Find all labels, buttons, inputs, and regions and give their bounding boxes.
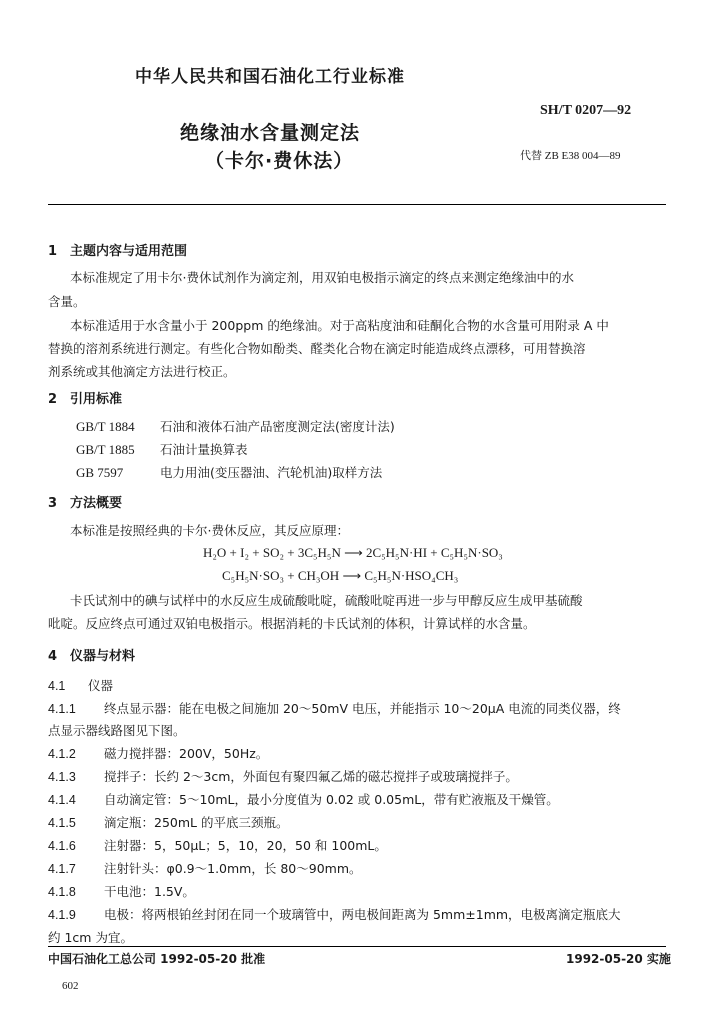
- item-number: 4.1.2: [48, 747, 76, 761]
- section-1-heading: [48, 240, 187, 259]
- item-number: 4.1.1: [48, 702, 76, 716]
- footer-rule: [48, 946, 666, 947]
- item-number: 4.1.4: [48, 793, 76, 807]
- standard-code: SH/T 0207—92: [540, 103, 632, 118]
- reference-title: 石油和液体石油产品密度测定法(密度计法): [160, 419, 395, 434]
- issuing-authority: 中华人民共和国石油化工行业标准: [135, 67, 405, 87]
- item-text: 电极：将两根铂丝封闭在同一个玻璃管中，两电极间距离为 5mm±1mm，电极离滴定瓶底大: [104, 907, 621, 922]
- item-text: 终点显示器：能在电极之间施加 20～50mV 电压，并能指示 10～20μA 电流的同类仪器，终: [104, 701, 621, 716]
- item-text: 自动滴定管：5～10mL，最小分度值为 0.02 或 0.05mL，带有贮液瓶及干燥管。: [104, 792, 559, 807]
- subsection-title: 仪器: [88, 678, 114, 693]
- list-item: [48, 790, 559, 808]
- item-continuation: 约 1cm 为宜。: [48, 930, 133, 945]
- item-text: 搅拌子：长约 2～3cm，外面包有聚四氟乙烯的磁芯搅拌子或玻璃搅拌子。: [104, 769, 518, 784]
- item-number: 4.1.9: [48, 908, 76, 922]
- reference-title: 石油计量换算表: [160, 442, 248, 457]
- subsection-number: 4.1: [48, 679, 66, 693]
- reaction-equation-2: C₅H₅N·SO₃ + CH₃OH ⟶ C₅H₅N·HSO₄CH₃: [222, 568, 459, 583]
- section-number: 2: [48, 392, 58, 407]
- list-item: [48, 905, 621, 923]
- document-subtitle: （卡尔·费休法）: [205, 150, 354, 172]
- list-item: [48, 836, 387, 854]
- item-number: 4.1.7: [48, 862, 76, 876]
- paragraph-line: 替换的溶剂系统进行测定。有些化合物如酚类、醛类化合物在滴定时能造成终点漂移，可用替换溶: [48, 341, 586, 356]
- section-title: 方法概要: [70, 496, 123, 511]
- subsection-heading: [48, 676, 113, 694]
- paragraph-line: 吡啶。反应终点可通过双铂电极指示。根据消耗的卡氏试剂的体积，计算试样的水含量。: [48, 616, 536, 631]
- item-text: 干电池：1.5V。: [104, 884, 195, 899]
- section-number: 4: [48, 649, 58, 664]
- list-item: [48, 699, 621, 717]
- reference-item: [76, 463, 382, 481]
- section-number: 1: [48, 244, 58, 259]
- section-3-heading: [48, 492, 122, 511]
- item-number: 4.1.5: [48, 816, 76, 830]
- paragraph-line: 含量。: [48, 294, 86, 309]
- item-number: 4.1.8: [48, 885, 76, 899]
- list-item: [48, 882, 195, 900]
- section-number: 3: [48, 496, 58, 511]
- section-title: 引用标准: [70, 392, 123, 407]
- reaction-equation-1: H₂O + I₂ + SO₂ + 3C₅H₅N ⟶ 2C₅H₅N·HI + C₅H₅N·SO₃: [203, 545, 503, 560]
- section-title: 仪器与材料: [70, 649, 136, 664]
- paragraph-line: 卡氏试剂中的碘与试样中的水反应生成硫酸吡啶，硫酸吡啶再进一步与甲醇反应生成甲基硫酸: [70, 593, 583, 608]
- item-number: 4.1.3: [48, 770, 76, 784]
- item-continuation: 点显示器线路图见下图。: [48, 723, 186, 738]
- section-2-heading: [48, 388, 122, 407]
- list-item: [48, 859, 362, 877]
- item-text: 注射针头：φ0.9～1.0mm，长 80～90mm。: [104, 861, 362, 876]
- section-4-heading: [48, 645, 135, 664]
- page-number: 602: [62, 980, 79, 992]
- replaces-note: 代替 ZB E38 004—89: [520, 150, 621, 162]
- item-text: 注射器：5，50μL；5，10，20，50 和 100mL。: [104, 838, 387, 853]
- approval-note: 中国石油化工总公司 1992-05-20 批准: [48, 952, 266, 966]
- item-number: 4.1.6: [48, 839, 76, 853]
- list-item: [48, 813, 288, 831]
- reference-code: GB/T 1884: [76, 419, 135, 434]
- item-text: 磁力搅拌器：200V，50Hz。: [104, 746, 269, 761]
- paragraph-line: 剂系统或其他滴定方法进行校正。: [48, 364, 236, 379]
- paragraph-line: 本标准适用于水含量小于 200ppm 的绝缘油。对于高粘度油和硅酮化合物的水含量可用附录 A 中: [70, 318, 609, 333]
- implementation-note: 1992-05-20 实施: [566, 952, 671, 966]
- list-item: [48, 767, 518, 785]
- reference-item: [76, 417, 395, 435]
- paragraph-line: 本标准是按照经典的卡尔·费休反应，其反应原理：: [70, 523, 349, 538]
- reference-item: [76, 440, 248, 458]
- paragraph-line: 本标准规定了用卡尔·费休试剂作为滴定剂，用双铂电极指示滴定的终点来测定绝缘油中的水: [70, 270, 574, 285]
- item-text: 滴定瓶：250mL 的平底三颈瓶。: [104, 815, 289, 830]
- list-item: [48, 744, 268, 762]
- header-rule: [48, 204, 666, 205]
- reference-title: 电力用油(变压器油、汽轮机油)取样方法: [160, 465, 383, 480]
- section-title: 主题内容与适用范围: [70, 244, 188, 259]
- reference-code: GB 7597: [76, 465, 124, 480]
- document-title: 绝缘油水含量测定法: [180, 122, 361, 144]
- reference-code: GB/T 1885: [76, 442, 135, 457]
